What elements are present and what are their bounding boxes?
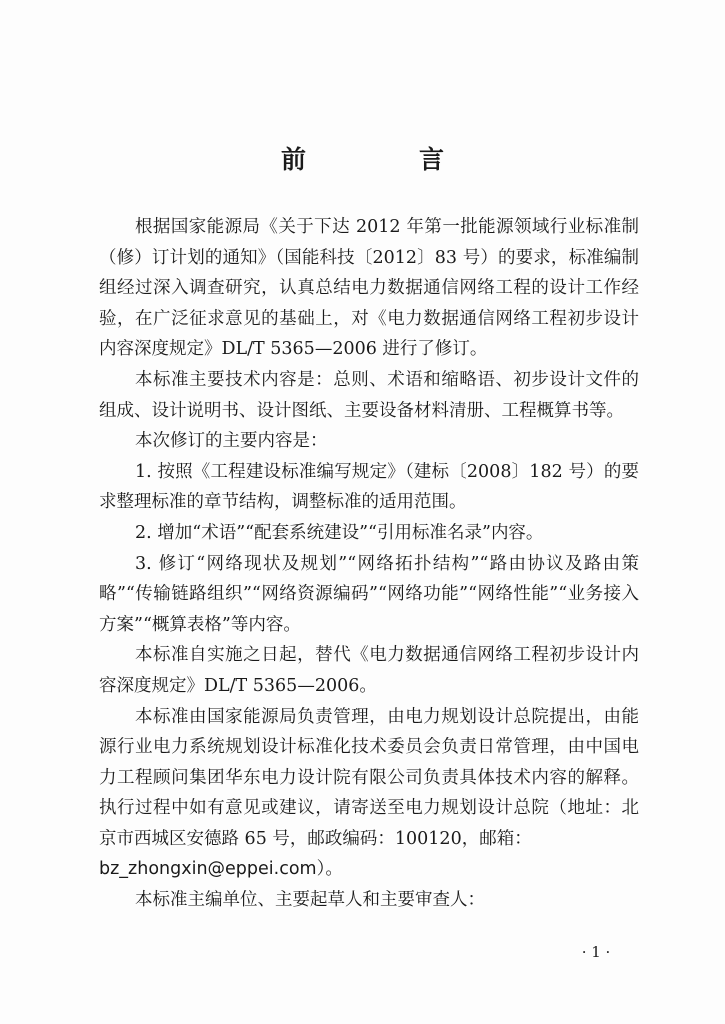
paragraph-2: 本标准主要技术内容是：总则、术语和缩略语、初步设计文件的组成、设计说明书、设计图纸、主要设备材料清册、工程概算书等。 bbox=[99, 369, 639, 421]
paragraph-1: 根据国家能源局《关于下达 2012 年第一批能源领域行业标准制（修）订计划的通知》（国能科技〔2012〕83 号）的要求，标准编制组经过深入调查研究，认真总结电力数据通信网络工程的设计工作经验，在广泛征求意见的基础上，对《电力数据通信网络工程初步设计内容深度规定》DL/T 5365—2006 进行了修订。 bbox=[99, 217, 639, 360]
paragraph-9: 本标准主编单位、主要起草人和主要审查人： bbox=[135, 890, 485, 911]
paragraph-5: 2. 增加“术语”“配套系统建设”“引用标准名录”内容。 bbox=[135, 522, 544, 543]
paragraph-4: 1. 按照《工程建设标准编写规定》（建标〔2008〕182 号）的要求整理标准的章节结构，调整标准的适用范围。 bbox=[99, 461, 639, 513]
paragraph-6: 3. 修订“网络现状及规划”“网络拓扑结构”“路由协议及路由策略”“传输链路组织”“网络资源编码”“网络功能”“网络性能”“业务接入方案”“概算表格”等内容。 bbox=[99, 553, 639, 635]
page-number: · 1 · bbox=[581, 943, 611, 961]
paragraph-7: 本标准自实施之日起，替代《电力数据通信网络工程初步设计内容深度规定》DL/T 5365—2006。 bbox=[99, 645, 639, 696]
document-body bbox=[99, 212, 639, 916]
page-title: 前 言 bbox=[280, 145, 488, 174]
paragraph-3: 本次修订的主要内容是： bbox=[135, 431, 328, 452]
email-line: bz_zhongxin@eppei.com）。 bbox=[99, 859, 343, 880]
paragraph-8: 本标准由国家能源局负责管理，由电力规划设计总院提出，由能源行业电力系统规划设计标准化技术委员会负责日常管理，由中国电力工程顾问集团华东电力设计院有限公司负责具体技术内容的解释。执行过程中如有意见或建议，请寄送至电力规划设计总院（地址：北京市西城区安德路 65 号，邮政编码：100120，邮箱： bbox=[99, 706, 639, 849]
